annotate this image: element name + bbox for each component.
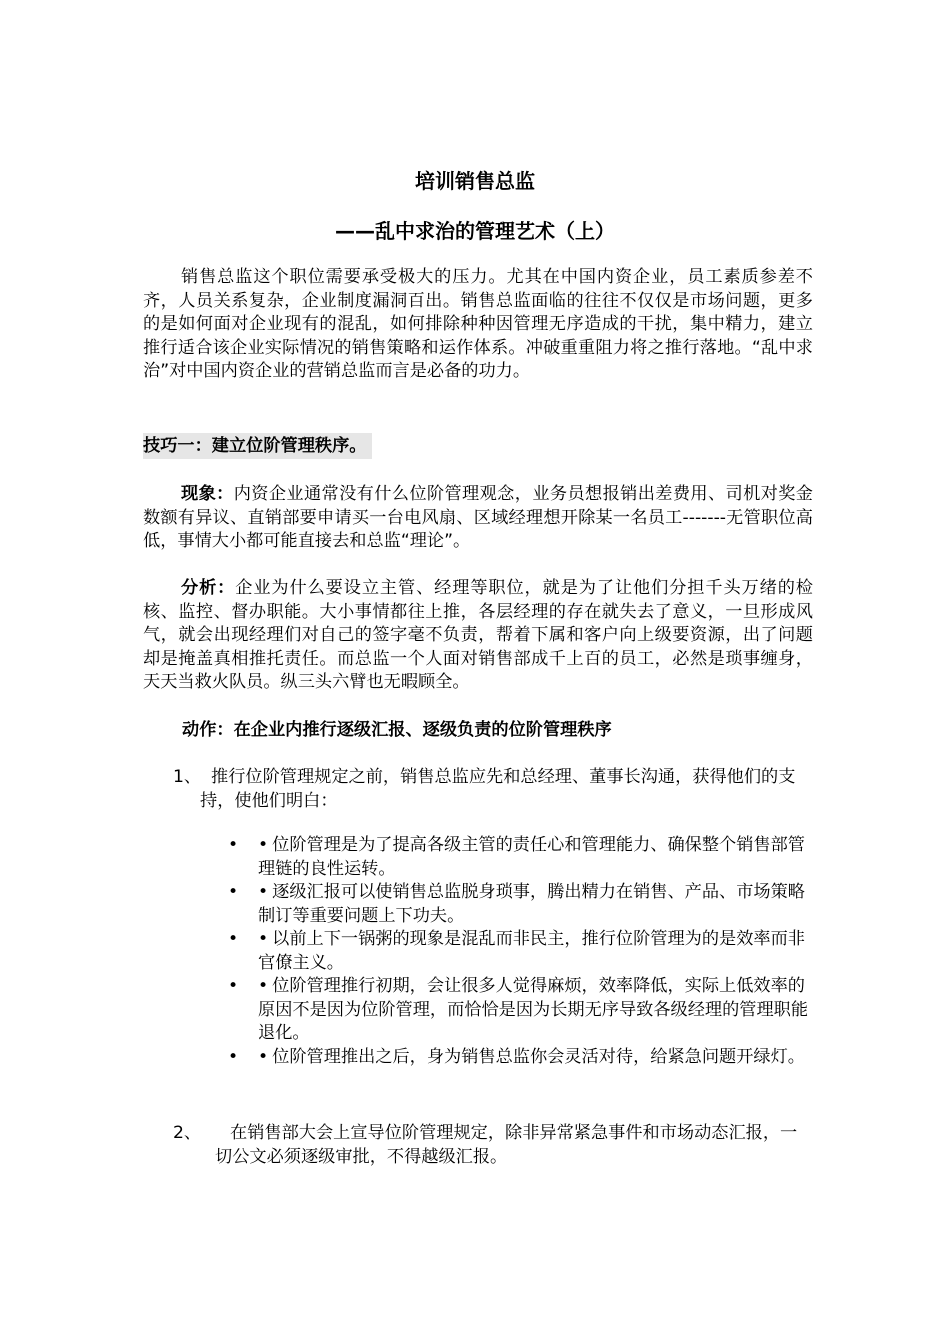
numbered-item-1	[173, 766, 809, 813]
list-item	[228, 975, 808, 1046]
bullet-text: 位阶管理推行初期，会让很多人觉得麻烦，效率降低，实际上低效率的原因不是因为位阶管理，而恰恰是因为长期无序导致各级经理的管理职能退化。	[258, 976, 809, 1043]
bullet-icon: •	[228, 976, 239, 996]
bullet-icon: •	[228, 882, 239, 902]
bullet-text: 位阶管理推出之后，身为销售总监你会灵活对待，给紧急问题开绿灯。	[272, 1046, 805, 1067]
item-number: 1、	[173, 767, 202, 787]
intro-paragraph: 销售总监这个职位需要承受极大的压力。尤其在中国内资企业，员工素质参差不齐，人员关系复杂，企业制度漏洞百出。销售总监面临的往往不仅仅是市场问题，更多的是如何面对企业现有的混乱，如何排除种种因管理无序造成的干扰，集中精力，建立推行适合该企业实际情况的销售策略和运作体系。冲破重重阻力将之推行落地。“乱中求治”对中国内资企业的营销总监而言是必备的功力。	[143, 267, 813, 381]
analysis-paragraph	[143, 577, 813, 695]
action-heading: 动作：在企业内推行逐级汇报、逐级负责的位阶管理秩序	[182, 720, 612, 740]
item-text: 推行位阶管理规定之前，销售总监应先和总经理、董事长沟通，获得他们的支持，使他们明白：	[200, 767, 796, 811]
list-item	[228, 1046, 808, 1070]
bullet-text: 位阶管理是为了提高各级主管的责任心和管理能力、确保整个销售部管理链的良性运转。	[258, 835, 805, 879]
item-number: 2、	[173, 1123, 202, 1143]
section-heading: 技巧一：建立位阶管理秩序。	[143, 433, 372, 459]
list-item	[228, 928, 808, 975]
analysis-label: 分析：	[181, 578, 236, 598]
inner-bullet-icon: •	[258, 929, 269, 949]
bullet-icon: •	[228, 835, 239, 855]
list-item	[228, 834, 808, 881]
inner-bullet-icon: •	[258, 882, 269, 902]
list-item	[228, 881, 808, 928]
item-text: 在销售部大会上宣导位阶管理规定，除非异常紧急事件和市场动态汇报，一切公文必须逐级审批，不得越级汇报。	[215, 1123, 798, 1167]
phenomenon-text: 内资企业通常没有什么位阶管理观念，业务员想报销出差费用、司机对奖金数额有异议、直销部要申请买一台电风扇、区域经理想开除某一名员工-------无管职位高低，事情大小都可能直接去和总监“理论”。	[143, 484, 813, 551]
inner-bullet-icon: •	[258, 976, 269, 996]
bullet-text: 逐级汇报可以使销售总监脱身琐事，腾出精力在销售、产品、市场策略制订等重要问题上下功夫。	[258, 882, 805, 926]
numbered-item-2	[173, 1122, 809, 1169]
document-subtitle: ——乱中求治的管理艺术（上）	[335, 219, 615, 243]
phenomenon-label: 现象：	[181, 484, 234, 504]
document-title: 培训销售总监	[415, 169, 535, 193]
inner-bullet-icon: •	[258, 835, 269, 855]
bullet-list	[228, 834, 808, 1069]
phenomenon-paragraph	[143, 483, 813, 554]
bullet-text: 以前上下一锅粥的现象是混乱而非民主，推行位阶管理为的是效率而非官僚主义。	[258, 929, 805, 973]
bullet-icon: •	[228, 1046, 239, 1067]
inner-bullet-icon: •	[258, 1046, 269, 1067]
bullet-icon: •	[228, 929, 239, 949]
analysis-text: 企业为什么要设立主管、经理等职位，就是为了让他们分担千头万绪的检核、监控、督办职能。大小事情都往上推，各层经理的存在就失去了意义，一旦形成风气，就会出现经理们对自己的签字毫不负责，帮着下属和客户向上级要资源，出了问题却是掩盖真相推托责任。而总监一个人面对销售部成千上百的员工，必然是琐事缠身，天天当救火队员。纵三头六臂也无暇顾全。	[143, 578, 813, 692]
